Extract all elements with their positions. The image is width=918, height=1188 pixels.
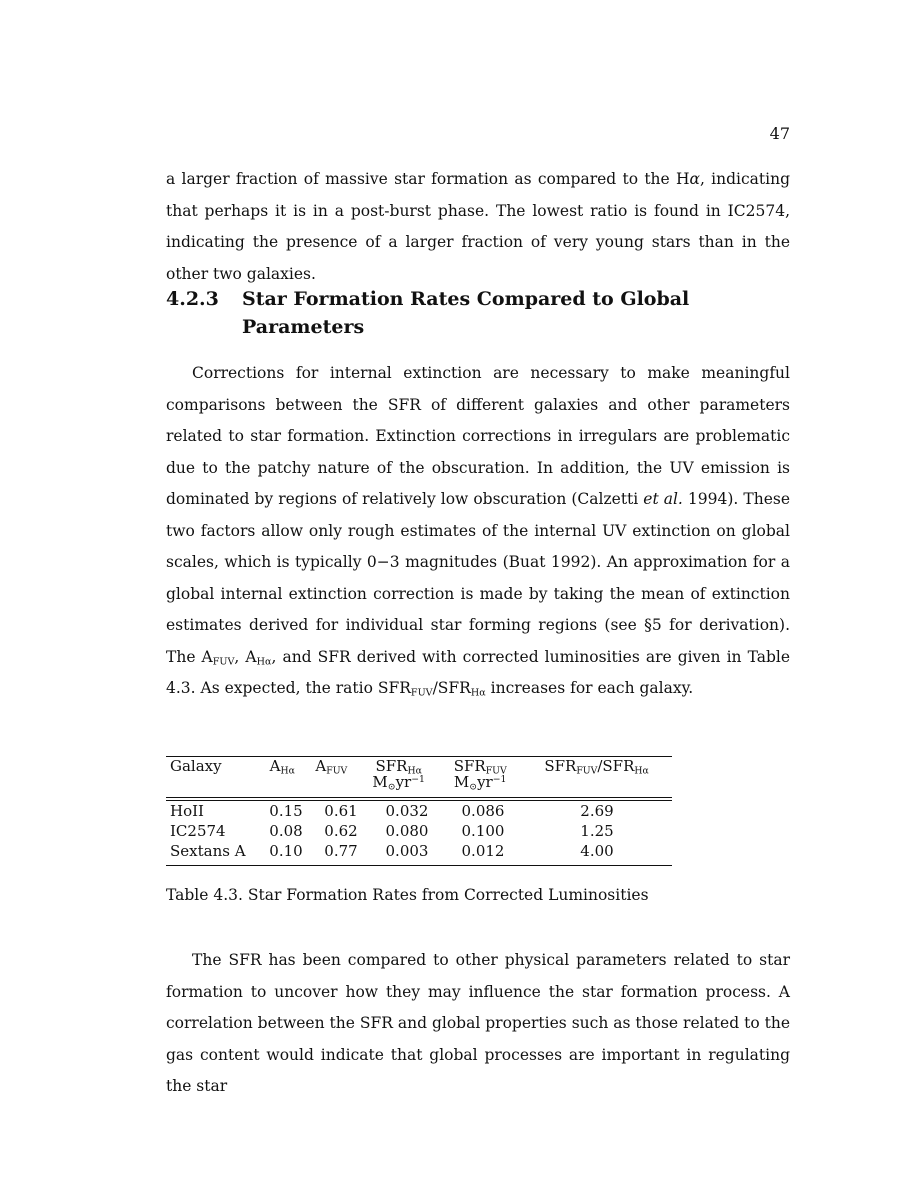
table-row: HoII 0.15 0.61 0.032 0.086 2.69 [170, 802, 614, 820]
header-sfr-ha: $SFR_{H\alpha}$ $M_⊙yr^{-1}$ [372, 757, 425, 793]
paragraph-top: a larger fraction of massive star formation as compared to the Hα, indicating that perhaps it is in a post-burst phase. The lowest ratio is found in IC2574, indicating the presence of a larger fraction of very young stars than in the other two galaxies. [166, 170, 790, 283]
data-table [166, 756, 672, 866]
header-a-ha: $A_{H\alpha}$ [269, 757, 295, 777]
table-row: IC2574 0.08 0.62 0.080 0.100 1.25 [170, 822, 614, 840]
header-a-fuv: $A_{FUV}$ [315, 757, 348, 777]
table-rule-bottom [166, 865, 672, 866]
page-number: 47 [769, 124, 790, 143]
paragraph-bottom: The SFR has been compared to other physical parameters related to star formation to uncover how they may influence the star formation process. A correlation between the SFR and global properties such as those related to the gas content would indicate that global processes are important in regulating the star [166, 951, 790, 1095]
header-ratio: $SFR_{FUV}/SFR_{H\alpha}$ [544, 757, 649, 777]
paragraph-main: Corrections for internal extinction are necessary to make meaningful comparisons between the SFR of different galaxies and other parameters related to star formation. Extinction corrections in irregulars are problematic due to the patchy nature of the obscuration. In addition, the UV emission is dominated by regions of relatively low obscuration (Calzetti et al. 1994). These two factors allow only rough estimates of the internal UV extinction on global scales, which is typically 0−3 magnitudes (Buat 1992). An approximation for a global internal extinction correction is made by taking the mean of extinction estimates derived for individual star forming regions (see §5 for derivation). The $A_{FUV}$, $A_{H\alpha}$, and SFR derived with corrected luminosities are given in Table 4.3. As expected, the ratio $SFR_{FUV}/SFR_{H\alpha}$ increases for each galaxy. [166, 364, 790, 699]
table-row: Sextans A 0.10 0.77 0.003 0.012 4.00 [170, 842, 614, 860]
section-title: Star Formation Rates Compared to Global Parameters [242, 288, 690, 338]
table-caption: Table 4.3. Star Formation Rates from Corrected Luminosities [166, 886, 649, 904]
table-header-row [166, 757, 672, 791]
section-number: 4.2.3 [166, 288, 219, 310]
header-sfr-fuv: $SFR_{FUV}$ $M_⊙yr^{-1}$ [453, 757, 507, 793]
header-galaxy: Galaxy [170, 757, 222, 775]
